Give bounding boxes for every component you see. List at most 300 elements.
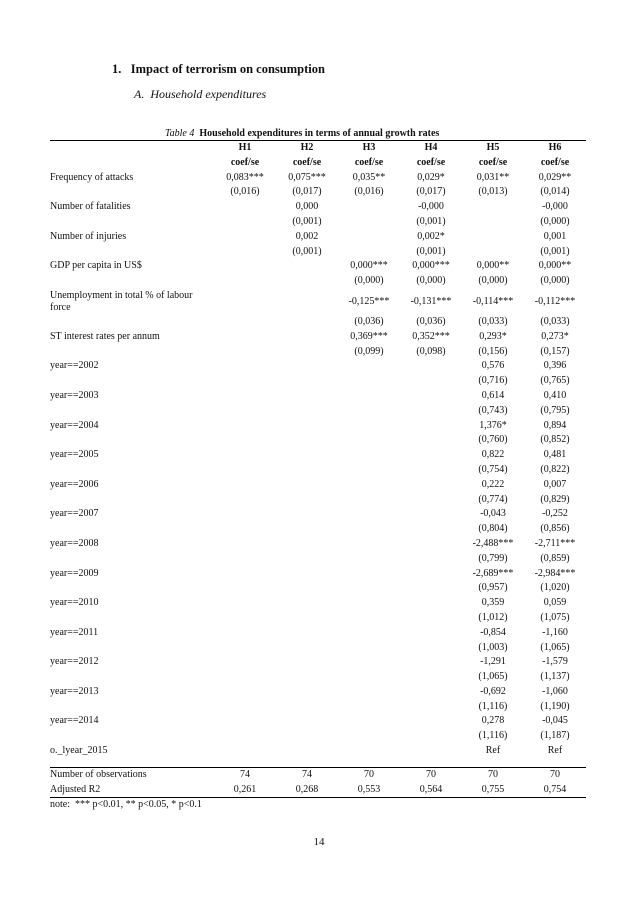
table-row [50,389,586,404]
row-label [50,433,214,448]
table-cell: (1,116) [478,730,508,742]
stat-header: coef/se [478,156,508,168]
table-cell: (1,003) [478,641,508,653]
row-label: Unemployment in total % of labour force [50,289,193,313]
table-cell: -2,689*** [472,567,514,579]
table-cell: (0,716) [478,375,508,387]
table-cell [214,700,276,715]
table-cell [400,581,462,596]
table-cell [276,389,338,404]
table-cell: 0,576 [481,360,505,372]
table-row [50,626,586,641]
table-cell: 0,278 [481,715,505,727]
table-cell [338,744,400,759]
row-label: year==2008 [50,537,99,549]
table-cell [338,404,400,419]
table-cell [214,641,276,656]
table-cell: -0,112*** [534,295,576,307]
table-cell: (0,001) [416,215,446,227]
table-cell: 0,564 [400,783,462,798]
table-cell [276,537,338,552]
table-cell: 0,002 [295,230,319,242]
table-cell: (0,016) [230,186,260,198]
row-label [50,670,214,685]
table-row [50,537,586,552]
table-cell [214,200,276,215]
table-cell: (0,000) [540,215,570,227]
table-cell [276,315,338,330]
table-cell [338,359,400,374]
row-label: year==2012 [50,656,99,668]
row-label: year==2013 [50,685,99,697]
table-cell: 0,396 [543,360,567,372]
table-cell [214,670,276,685]
table-cell [400,359,462,374]
row-label [50,493,214,508]
row-label: year==2004 [50,419,99,431]
table-cell: 0,273* [541,330,569,342]
table-cell: -0,125*** [348,295,390,307]
table-cell: (0,000) [354,275,384,287]
table-cell: 0,001 [543,230,567,242]
table-cell: (0,765) [540,375,570,387]
model-header: H5 [462,141,524,156]
table-row [50,274,586,289]
table-cell [338,641,400,656]
table-cell [276,374,338,389]
table-cell [400,478,462,493]
table-cell: (0,774) [478,493,508,505]
table-note: note: *** p<0.01, ** p<0.05, * p<0.1 [50,799,202,811]
table-row [50,611,586,626]
section-title: 1. Impact of terrorism on consumption [112,62,325,76]
table-cell: -2,488*** [472,537,514,549]
table-cell: 74 [240,768,250,780]
header-blank [50,141,214,156]
table-cell: (0,099) [354,345,384,357]
row-label [50,215,214,230]
model-header: H1 [214,141,276,156]
table-row [50,289,586,315]
table-row [50,374,586,389]
row-label: Number of fatalities [50,201,131,213]
table-cell: -0,000 [418,201,444,213]
table-cell [462,245,524,260]
table-row [50,463,586,478]
table-cell [338,522,400,537]
table-cell: (0,743) [478,404,508,416]
table-cell [338,729,400,744]
row-label: year==2011 [50,626,99,638]
table-row [50,522,586,537]
table-cell [338,626,400,641]
table-cell: 0,029** [538,171,572,183]
table-cell: (1,065) [540,641,570,653]
table-cell: (0,156) [478,345,508,357]
table-row [50,670,586,685]
table-cell: (0,957) [478,582,508,594]
table-cell: 0,268 [276,783,338,798]
table-cell [400,729,462,744]
table-cell [338,245,400,260]
table-row [50,230,586,245]
table-row [50,767,586,782]
table-row [50,783,586,798]
table-cell: (1,137) [540,671,570,683]
model-header: H3 [338,141,400,156]
table-row [50,200,586,215]
table-cell: (0,017) [416,186,446,198]
table-cell [276,448,338,463]
table-cell: (0,000) [416,275,446,287]
table-cell [214,463,276,478]
table-cell: -0,252 [542,508,568,520]
table-cell [400,389,462,404]
table-row [50,419,586,434]
table-cell: -1,060 [542,685,568,697]
table-cell [338,700,400,715]
table-cell: 0,261 [214,783,276,798]
row-label: Frequency of attacks [50,171,134,183]
table-row [50,655,586,670]
table-cell [338,215,400,230]
table-cell [400,522,462,537]
table-caption [165,128,439,139]
row-label [50,581,214,596]
table-cell [400,655,462,670]
table-caption-label: Table 4 [165,128,195,139]
table-cell [276,729,338,744]
table-cell [276,581,338,596]
table-cell: 0,754 [524,783,586,798]
table-cell: 0,553 [338,783,400,798]
table-cell: (0,014) [540,186,570,198]
table-row [50,448,586,463]
table-cell: 0,075*** [288,171,326,183]
table-cell [338,493,400,508]
table-cell [276,507,338,522]
stat-header: coef/se [416,156,446,168]
row-label [50,374,214,389]
table-cell: Ref [547,745,563,757]
row-label [50,611,214,626]
table-row [50,259,586,274]
table-cell [276,359,338,374]
table-cell [214,215,276,230]
table-cell [276,611,338,626]
table-cell [214,374,276,389]
table-cell [276,345,338,360]
table-cell: -1,160 [542,626,568,638]
table-cell: 0,007 [543,478,567,490]
table-cell [214,245,276,260]
table-cell: 74 [302,768,312,780]
table-cell: (1,012) [478,611,508,623]
table-cell: 0,822 [481,449,505,461]
table-row [50,245,586,260]
stat-header: coef/se [354,156,384,168]
table-cell [462,200,524,215]
table-cell [400,567,462,582]
table-cell [400,419,462,434]
table-row [50,433,586,448]
table-cell [214,537,276,552]
table-cell: 0,369*** [350,330,388,342]
table-cell: (0,157) [540,345,570,357]
table-cell [462,215,524,230]
table-row [50,507,586,522]
table-row [50,567,586,582]
table-cell: 0,222 [481,478,505,490]
table-cell [214,289,276,315]
table-cell [338,230,400,245]
table-cell: (0,795) [540,404,570,416]
row-label [50,552,214,567]
table-cell [338,463,400,478]
table-cell: 0,083*** [226,171,264,183]
table-row [50,359,586,374]
table-row [50,215,586,230]
table-cell [338,537,400,552]
table-cell: (0,001) [292,215,322,227]
table-cell [214,259,276,274]
table-cell: (0,098) [416,345,446,357]
stat-header: coef/se [292,156,322,168]
table-cell [400,507,462,522]
table-cell [338,478,400,493]
table-cell [400,463,462,478]
table-cell: (0,859) [540,552,570,564]
table-cell: (1,075) [540,611,570,623]
table-cell [338,389,400,404]
table-cell [338,200,400,215]
table-cell: -0,114*** [472,295,514,307]
row-label [50,245,214,260]
table-cell [214,729,276,744]
table-cell: (0,856) [540,523,570,535]
table-cell: (0,001) [416,245,446,257]
table-cell [276,626,338,641]
table-cell [214,626,276,641]
table-cell [276,259,338,274]
table-cell: 0,035** [352,171,386,183]
table-cell [400,670,462,685]
table-cell [214,419,276,434]
table-cell [214,478,276,493]
table-cell: (1,116) [478,700,508,712]
row-label [50,404,214,419]
table-row [50,685,586,700]
table-cell [338,507,400,522]
row-label [50,522,214,537]
table-cell: -0,045 [542,715,568,727]
table-cell [338,670,400,685]
table-cell [276,641,338,656]
table-cell [214,330,276,345]
row-label [50,641,214,656]
table-cell: (1,190) [540,700,570,712]
table-cell [276,670,338,685]
table-cell [214,230,276,245]
table-cell: 0,000 [295,201,319,213]
table-cell [400,537,462,552]
table-cell: -1,291 [480,656,506,668]
table-cell: 0,352*** [412,330,450,342]
table-note-row [50,798,586,813]
table-cell: 0,059 [543,597,567,609]
row-label [50,345,214,360]
table-cell: (0,000) [478,275,508,287]
table-row [50,404,586,419]
table-row [50,330,586,345]
table-cell [276,522,338,537]
table-cell: -2,984*** [534,567,576,579]
table-cell: -0,131*** [410,295,452,307]
row-label: year==2003 [50,389,99,401]
table-cell [400,641,462,656]
table-cell [276,478,338,493]
table-cell [400,448,462,463]
table-cell: (0,033) [540,315,570,327]
table-cell [400,744,462,759]
table-cell: 0,894 [543,419,567,431]
table-cell: -0,692 [480,685,506,697]
table-cell [276,330,338,345]
table-cell: (0,822) [540,463,570,475]
table-row [50,185,586,200]
header-blank [50,156,214,171]
table-cell [338,448,400,463]
stat-header: coef/se [230,156,260,168]
table-cell: 0,029* [417,171,445,183]
row-label [50,274,214,289]
table-row [50,552,586,567]
table-cell: 70 [550,768,560,780]
row-label [50,729,214,744]
table-cell: 1,376* [479,419,507,431]
table-cell [214,552,276,567]
table-cell: (0,013) [478,186,508,198]
table-cell: 0,755 [462,783,524,798]
table-cell [276,404,338,419]
table-row [50,171,586,186]
regression-table [50,140,586,813]
table-cell [338,714,400,729]
table-cell: -1,579 [542,656,568,668]
table-cell: (0,829) [540,493,570,505]
table-cell [400,626,462,641]
table-cell [276,700,338,715]
table-cell [400,374,462,389]
table-cell [214,448,276,463]
row-label [50,700,214,715]
table-cell: 70 [364,768,374,780]
table-cell [338,581,400,596]
table-cell: 0,000*** [412,260,450,272]
table-cell [214,507,276,522]
table-row [50,641,586,656]
table-cell: 0,481 [543,449,567,461]
table-cell [276,433,338,448]
table-cell: 0,000** [476,260,510,272]
row-label: year==2010 [50,597,99,609]
table-cell [338,685,400,700]
table-cell: (1,020) [540,582,570,594]
table-cell [338,567,400,582]
table-cell [276,567,338,582]
table-cell [276,596,338,611]
row-label: o._lyear_2015 [50,745,108,757]
table-cell [338,374,400,389]
table-cell: 0,293* [479,330,507,342]
table-cell: (0,036) [416,315,446,327]
table-cell: 0,614 [481,389,505,401]
table-cell [276,493,338,508]
table-cell [338,611,400,626]
table-cell [338,433,400,448]
table-cell [400,685,462,700]
page-number: 14 [313,836,325,848]
table-cell [338,552,400,567]
table-cell [214,389,276,404]
row-label: GDP per capita in US$ [50,260,142,272]
table-cell [400,611,462,626]
table-cell [338,596,400,611]
table-cell: (0,804) [478,523,508,535]
table-cell [400,404,462,419]
row-label: year==2005 [50,449,99,461]
table-cell: 0,031** [476,171,510,183]
table-cell [214,359,276,374]
table-cell [214,404,276,419]
table-cell: 70 [426,768,436,780]
model-header-row [50,141,586,156]
table-cell [214,596,276,611]
table-cell: (0,033) [478,315,508,327]
table-cell [214,611,276,626]
table-cell [214,581,276,596]
table-cell: (0,017) [292,186,322,198]
table-cell [214,493,276,508]
table-cell [276,655,338,670]
table-cell [338,419,400,434]
table-cell [338,655,400,670]
table-cell [276,744,338,759]
table-cell: (1,065) [478,671,508,683]
row-label: year==2009 [50,567,99,579]
table-cell [214,433,276,448]
row-label [50,463,214,478]
table-cell: (0,001) [292,245,322,257]
table-cell [400,714,462,729]
table-cell: (1,187) [540,730,570,742]
table-cell: (0,754) [478,463,508,475]
table-row [50,714,586,729]
row-label: Number of observations [50,768,147,780]
table-cell: -2,711*** [534,537,576,549]
table-cell [214,522,276,537]
row-label: year==2014 [50,715,99,727]
table-cell [400,596,462,611]
table-cell: -0,000 [542,201,568,213]
row-label [50,185,214,200]
table-cell [214,345,276,360]
table-cell [400,433,462,448]
table-row [50,744,586,759]
table-cell [276,552,338,567]
row-label: year==2007 [50,508,99,520]
table-cell [214,685,276,700]
